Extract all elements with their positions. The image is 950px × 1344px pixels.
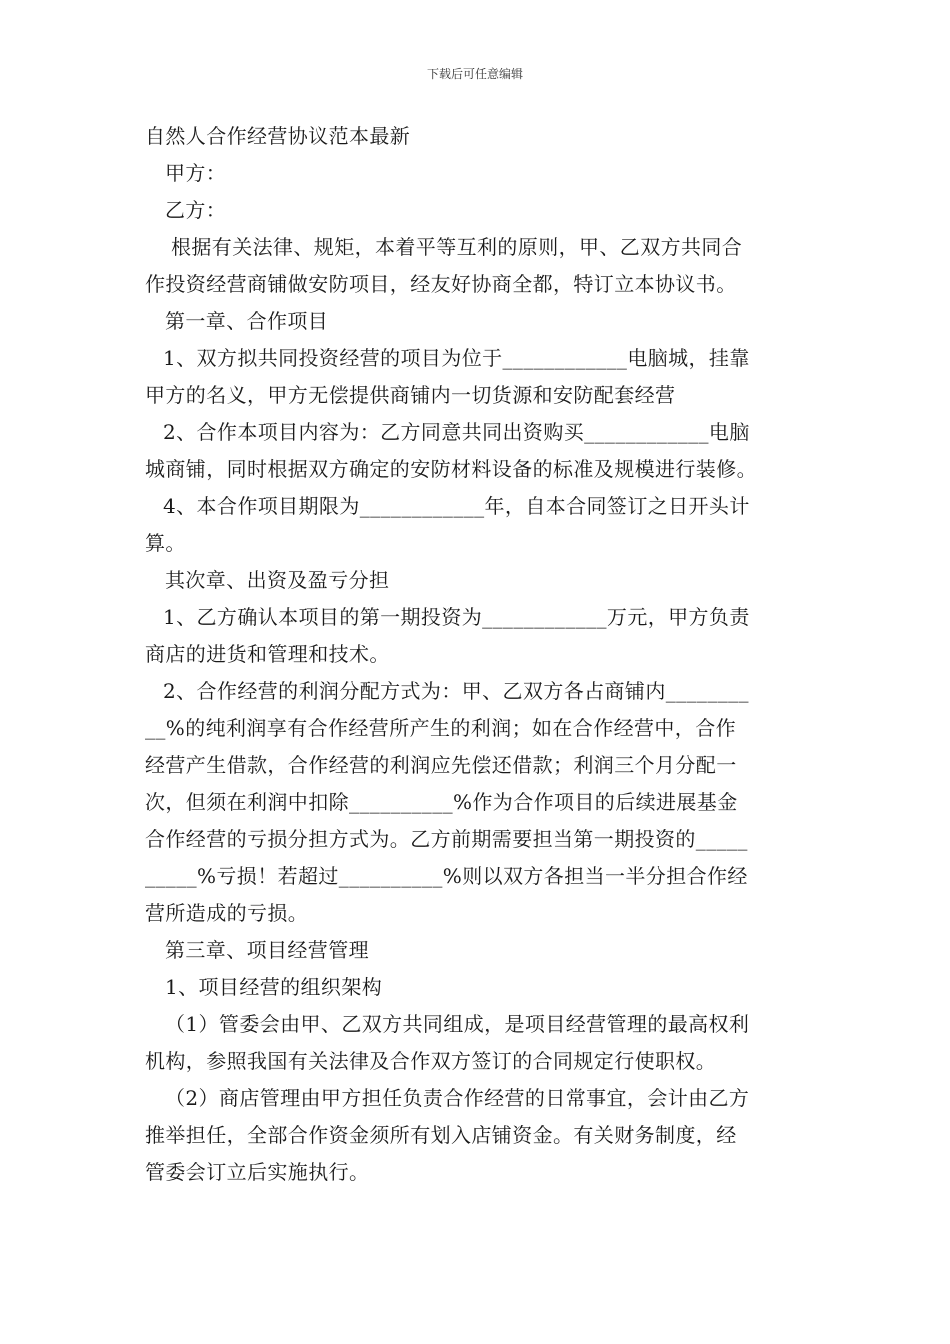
- paragraph-line: 经营产生借款，合作经营的利润应先偿还借款；利润三个月分配一: [145, 753, 737, 777]
- party-a-line: 甲方：: [165, 161, 227, 185]
- document-body: [145, 118, 809, 1191]
- paragraph-line: 管委会订立后实施执行。: [145, 1160, 370, 1184]
- section-heading: 1、项目经营的组织架构: [165, 975, 383, 999]
- paragraph-line: 算。: [145, 531, 186, 555]
- paragraph-line: 推举担任，全部合作资金须所有划入店铺资金。有关财务制度，经: [145, 1123, 737, 1147]
- paragraph-line: 2、合作经营的利润分配方式为：甲、乙双方各占商铺内________: [163, 679, 749, 703]
- paragraph-line: __%的纯利润享有合作经营所产生的利润；如在合作经营中，合作: [145, 716, 737, 740]
- chapter-heading: 第一章、合作项目: [165, 309, 329, 333]
- paragraph-line: _____%亏损！若超过__________%则以双方各担当一半分担合作经: [145, 864, 748, 888]
- party-b-line: 乙方：: [165, 198, 227, 222]
- paragraph-line: 根据有关法律、规矩，本着平等互利的原则，甲、乙双方共同合: [171, 235, 743, 259]
- paragraph-line: 机构，参照我国有关法律及合作双方签订的合同规定行使职权。: [145, 1049, 717, 1073]
- paragraph-line: 1、乙方确认本项目的第一期投资为____________万元，甲方负责: [163, 605, 750, 629]
- paragraph-line: （2）商店管理由甲方担任负责合作经营的日常事宜，会计由乙方: [165, 1086, 750, 1110]
- paragraph-line: 商店的进货和管理和技术。: [145, 642, 390, 666]
- page-header: 下载后可任意编辑: [426, 67, 523, 81]
- paragraph-line: （1）管委会由甲、乙双方共同组成，是项目经营管理的最高权利: [165, 1012, 750, 1036]
- paragraph-line: 次，但须在利润中扣除__________%作为合作项目的后续进展基金: [145, 790, 738, 814]
- document-title: 自然人合作经营协议范本最新: [145, 124, 411, 148]
- paragraph-line: 营所造成的亏损。: [145, 901, 309, 925]
- paragraph-line: 4、本合作项目期限为____________年，自本合同签订之日开头计: [163, 494, 750, 518]
- paragraph-line: 甲方的名义，甲方无偿提供商铺内一切货源和安防配套经营: [145, 383, 676, 407]
- paragraph-line: 作投资经营商铺做安防项目，经友好协商全都，特订立本协议书。: [145, 272, 737, 296]
- paragraph-line: 1、双方拟共同投资经营的项目为位于____________电脑城，挂靠: [163, 346, 750, 370]
- chapter-heading: 其次章、出资及盈亏分担: [165, 568, 390, 592]
- paragraph-line: 城商铺，同时根据双方确定的安防材料设备的标准及规模进行装修。: [145, 457, 757, 481]
- paragraph-line: 2、合作本项目内容为：乙方同意共同出资购买____________电脑: [163, 420, 750, 444]
- chapter-heading: 第三章、项目经营管理: [165, 938, 369, 962]
- paragraph-line: 合作经营的亏损分担方式为。乙方前期需要担当第一期投资的_____: [145, 827, 748, 851]
